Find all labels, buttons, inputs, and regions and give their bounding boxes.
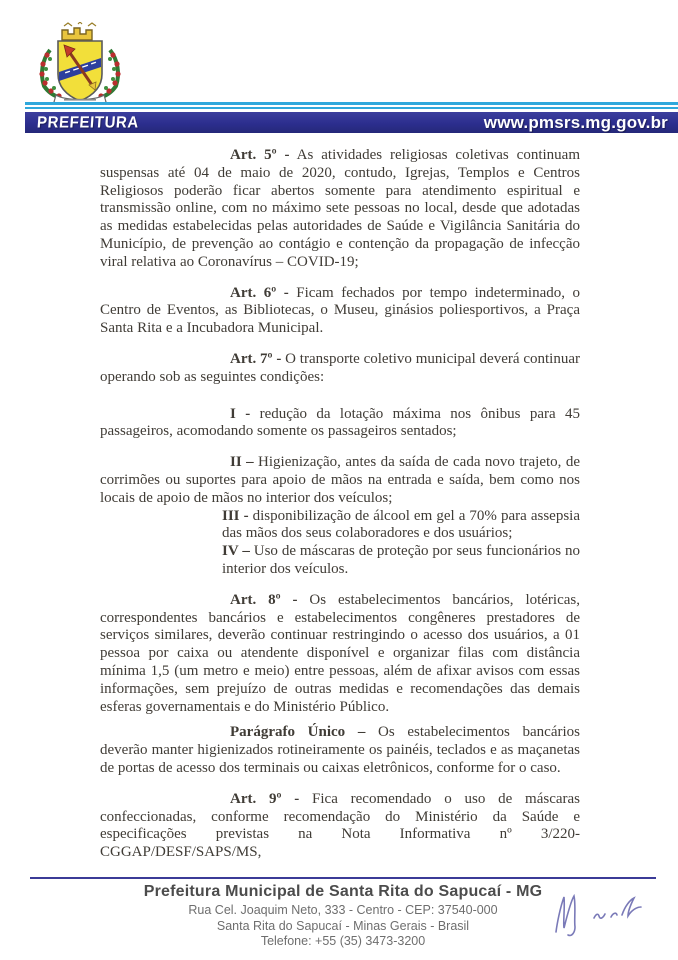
paragraph-art-5 bbox=[100, 147, 580, 272]
item-3-numeral: III - bbox=[222, 507, 249, 524]
article-7-text: O transporte coletivo municipal deverá continuar operando sob as seguintes condições: bbox=[100, 350, 580, 385]
item-4-numeral: IV – bbox=[222, 543, 250, 560]
item-1-numeral: I - bbox=[230, 405, 251, 422]
article-6-text: Ficam fechados por tempo indeterminado, o Centro de Eventos, as Bibliotecas, o Museu, ginásios poliesportivos, a Praça Santa Rita e a Incubadora Municipal. bbox=[100, 284, 580, 337]
item-2-numeral: II – bbox=[230, 454, 254, 471]
article-6-number: Art. 6º - bbox=[230, 284, 289, 301]
footer-phone: Telefone: +55 (35) 3473-3200 bbox=[260, 934, 426, 948]
paragraph-art-6 bbox=[100, 285, 580, 338]
paragraph-item-1 bbox=[100, 406, 580, 442]
paragraph-art-7 bbox=[100, 351, 580, 387]
footer-address-city: Santa Rita do Sapucaí - Minas Gerais - Brasil bbox=[216, 918, 470, 933]
paragraph-item-2 bbox=[100, 454, 580, 507]
municipal-coat-of-arms-logo bbox=[34, 22, 126, 106]
paragraph-art-8 bbox=[100, 592, 580, 717]
banner-prefeitura-label: PREFEITURA bbox=[36, 113, 140, 132]
article-8-number: Art. 8º - bbox=[230, 591, 298, 608]
item-1-text: redução da lotação máxima nos ônibus para 45 passageiros, acomodando somente os passageiros sentados; bbox=[100, 405, 581, 440]
article-7-number: Art. 7º - bbox=[230, 350, 282, 367]
paragraph-paragrafo-unico bbox=[100, 724, 580, 777]
item-4-text: Uso de máscaras de proteção por seus funcionários no interior dos veículos. bbox=[222, 543, 580, 577]
handwritten-signature bbox=[548, 884, 658, 946]
footer-divider-rule bbox=[30, 877, 656, 879]
article-9-text: Fica recomendado o uso de máscaras confeccionadas, conforme recomendação do Ministério da Saúde e especificações previstas na Nota Informativa nº 3/220-CGGAP/DESF/SAPS/MS, bbox=[100, 790, 580, 861]
article-5-text: As atividades religiosas coletivas continuam suspensas até 04 de maio de 2020, contudo, Igrejas, Templos e Centros Religiosos poderão ficar abertos somente para atendimento espiritual e transmissão online, com no máximo sete pessoas no local, desde que adotadas as medidas estabelecidas pelas autoridades de Saúde e Vigilância Sanitária do Município, de prevenção ao contágio e contenção da propagação de infecção viral relativa ao Coronavírus – COVID-19; bbox=[100, 147, 580, 270]
paragrafo-unico-text: Os estabelecimentos bancários deverão manter higienizados rotineiramente os painéis, teclados e as maçanetas de portas de acesso dos terminais ou caixas eletrônicos, conforme for o caso. bbox=[100, 724, 580, 776]
article-9-number: Art. 9º - bbox=[230, 790, 300, 807]
paragraph-art-9 bbox=[100, 791, 580, 862]
stripe-bottom bbox=[25, 107, 678, 109]
paragraph-item-4 bbox=[222, 543, 580, 579]
article-5-number: Art. 5º - bbox=[230, 147, 290, 163]
footer-address-street: Rua Cel. Joaquim Neto, 333 - Centro - CEP: 37540-000 bbox=[188, 903, 498, 917]
footer-municipality-title: Prefeitura Municipal de Santa Rita do Sapucaí - MG bbox=[143, 883, 543, 900]
header-banner bbox=[25, 112, 678, 133]
item-2-text: Higienização, antes da saída de cada novo trajeto, de corrimões ou suportes para apoio de mãos na entrada e saída, bem como nos locais de apoio de mãos no interior dos veículos; bbox=[100, 454, 580, 506]
article-8-text: Os estabelecimentos bancários, lotéricas, correspondentes bancários e estabelecimentos congêneres prestadores de serviços similares, deverão continuar restringindo o acesso dos usuários, a 01 pessoa por caixa ou atendente disponível e organizar filas com distância mínima 1,5 (um metro e meio) entre pessoas, além de afixar avisos com essas informações, sem prejuízo de outras medidas e recomendações das demais esferas governamentais e do Ministério Público. bbox=[100, 591, 580, 715]
decree-text-body bbox=[100, 147, 580, 862]
banner-website-url: www.pmsrs.mg.gov.br bbox=[483, 112, 668, 132]
paragrafo-unico-label: Parágrafo Único – bbox=[230, 724, 366, 741]
header-cyan-stripes bbox=[25, 102, 678, 109]
paragraph-item-3 bbox=[222, 508, 580, 544]
item-3-text: disponibilização de álcool em gel a 70% para assepsia das mãos dos seus colaboradores e dos usuários; bbox=[222, 507, 580, 542]
